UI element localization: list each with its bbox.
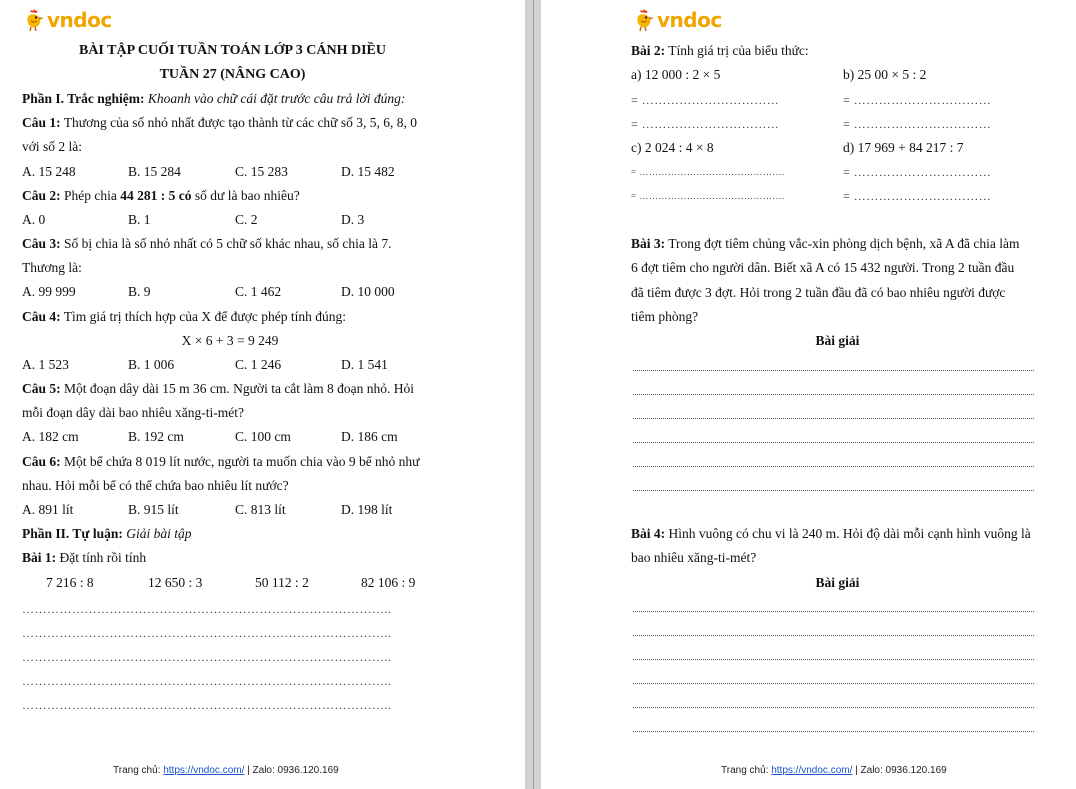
solution-heading: Bài giải [815,333,860,348]
page-footer [721,765,947,776]
option-a[interactable]: A. 0 [22,212,46,227]
page-divider [533,0,534,789]
question-text: Tìm giá trị thích hợp của X để được phép tính đúng: [63,309,346,324]
expression-d: d) 17 969 + 84 217 : 7 [843,140,964,155]
question-4 [22,309,346,325]
rooster-logo-icon [632,8,656,32]
answer-line[interactable]: = …………………………… [631,93,780,107]
question-text: số dư là bao nhiêu? [194,188,300,203]
exercise-label: Bài 2: [631,43,666,58]
footer-prefix: Trang chủ: [721,765,772,776]
answer-line[interactable]: …………………………………………………………………………….. [22,602,392,616]
option-c[interactable]: C. 813 lít [235,502,286,517]
equation: X × 6 + 3 = 9 249 [181,333,279,348]
division-expression: 7 216 : 8 [46,575,94,590]
answer-line[interactable]: …………………………………………………………………………….. [22,626,392,640]
exercise-1 [22,550,146,566]
question-bold: 44 281 : 5 có [120,188,192,203]
question-label: Câu 1: [22,115,61,130]
option-c[interactable]: C. 1 462 [235,284,282,299]
option-a[interactable]: A. 15 248 [22,164,76,179]
expression-b: b) 25 00 × 5 : 2 [843,67,927,82]
vndoc-logo[interactable] [632,8,722,32]
answer-line[interactable] [633,370,1034,371]
answer-line[interactable]: = …………………………… [843,189,992,203]
part2-label: Phần II. Tự luận: [22,526,123,541]
answer-line[interactable]: = ………………………………………. [631,167,785,177]
question-label: Câu 2: [22,188,61,203]
footer-zalo: | Zalo: 0936.120.169 [852,765,947,776]
question-text-cont: mỗi đoạn dây dài bao nhiêu xăng-ti-mét? [22,405,244,420]
answer-line[interactable] [633,683,1034,684]
answer-line[interactable]: = …………………………… [843,117,992,131]
option-d[interactable]: D. 198 lít [341,502,393,517]
rooster-logo-icon [22,8,46,32]
page-right [541,0,1076,789]
option-a[interactable]: A. 182 cm [22,429,79,444]
worksheet-title: BÀI TẬP CUỐI TUẦN TOÁN LỚP 3 CÁNH DIỀU [78,43,387,58]
option-b[interactable]: B. 192 cm [128,429,184,444]
question-text-cont: Thương là: [22,260,82,275]
exercise-label: Bài 1: [22,550,57,565]
exercise-label: Bài 3: [631,236,666,251]
option-b[interactable]: B. 1 006 [128,357,175,372]
division-expression: 50 112 : 2 [255,575,309,590]
logo-text: vndoc [47,8,112,32]
question-2 [22,188,300,204]
answer-line[interactable] [633,635,1034,636]
question-label: Câu 6: [22,454,61,469]
exercise-text: Hình vuông có chu vi là 240 m. Hỏi độ dài mỗi cạnh hình vuông là [668,526,1031,541]
answer-line[interactable] [633,418,1034,419]
question-text-cont: nhau. Hỏi mỗi bể có thể chứa bao nhiêu lít nước? [22,478,289,493]
question-text: Số bị chia là số nhỏ nhất có 5 chữ số khác nhau, số chia là 7. [64,236,392,251]
worksheet-subtitle: TUẦN 27 (NÂNG CAO) [159,67,306,82]
exercise-text-cont: bao nhiêu xăng-ti-mét? [631,550,757,565]
question-3 [22,236,392,252]
question-6 [22,454,420,470]
division-expression: 12 650 : 3 [148,575,203,590]
page-footer [113,765,339,776]
option-d[interactable]: D. 186 cm [341,429,398,444]
exercise-text-cont: đã tiêm được 3 đợt. Hỏi trong 2 tuần đầu đã có bao nhiêu người được [631,285,1006,300]
answer-line[interactable] [633,659,1034,660]
option-b[interactable]: B. 9 [128,284,151,299]
answer-line[interactable]: = …………………………… [843,93,992,107]
answer-line[interactable]: …………………………………………………………………………….. [22,698,392,712]
vndoc-logo[interactable] [22,8,112,32]
exercise-text: Trong đợt tiêm chủng vắc-xin phòng dịch bệnh, xã A đã chia làm [668,236,1020,251]
answer-line[interactable] [633,442,1034,443]
answer-line[interactable]: = ………………………………………. [631,191,785,201]
option-b[interactable]: B. 1 [128,212,151,227]
question-1 [22,115,417,131]
exercise-3 [631,236,1020,252]
part1-heading [22,91,405,107]
answer-line[interactable] [633,466,1034,467]
question-text-cont: với số 2 là: [22,139,83,154]
part1-label: Phần I. Trắc nghiệm: [22,91,145,106]
expression-c: c) 2 024 : 4 × 8 [631,140,714,155]
part1-instruction: Khoanh vào chữ cái đặt trước câu trả lời đúng: [147,91,406,106]
answer-line[interactable] [633,611,1034,612]
question-text: Một bể chứa 8 019 lít nước, người ta muốn chia vào 9 bể nhỏ như [64,454,420,469]
option-a[interactable]: A. 1 523 [22,357,69,372]
option-d[interactable]: D. 10 000 [341,284,395,299]
question-text: Thương của số nhỏ nhất được tạo thành từ các chữ số 3, 5, 6, 8, 0 [63,115,418,130]
answer-line[interactable]: …………………………………………………………………………….. [22,650,392,664]
division-expression: 82 106 : 9 [361,575,416,590]
exercise-label: Bài 4: [631,526,666,541]
option-a[interactable]: A. 891 lít [22,502,74,517]
option-b[interactable]: B. 915 lít [128,502,179,517]
footer-prefix: Trang chủ: [113,765,164,776]
answer-line[interactable] [633,490,1034,491]
answer-line[interactable]: …………………………………………………………………………….. [22,674,392,688]
option-a[interactable]: A. 99 999 [22,284,76,299]
expression-a: a) 12 000 : 2 × 5 [631,67,721,82]
exercise-4 [631,526,1031,542]
option-d[interactable]: D. 1 541 [341,357,388,372]
answer-line[interactable]: = …………………………… [631,117,780,131]
option-c[interactable]: C. 100 cm [235,429,291,444]
exercise-text-cont: 6 đợt tiêm cho người dân. Biết xã A có 15 432 người. Trong 2 tuần đầu [631,260,1015,275]
answer-line[interactable]: = …………………………… [843,165,992,179]
logo-text: vndoc [657,8,722,32]
part2-heading [22,526,192,542]
answer-line[interactable] [633,731,1034,732]
exercise-2 [631,43,809,59]
question-text: Phép chia [64,188,117,203]
option-c[interactable]: C. 15 283 [235,164,288,179]
option-d[interactable]: D. 3 [341,212,365,227]
exercise-text: Đặt tính rồi tính [59,550,147,565]
option-c[interactable]: C. 1 246 [235,357,282,372]
question-label: Câu 3: [22,236,61,251]
solution-heading: Bài giải [815,575,860,590]
question-text: Một đoạn dây dài 15 m 36 cm. Người ta cắt làm 8 đoạn nhỏ. Hỏi [64,381,415,396]
option-b[interactable]: B. 15 284 [128,164,181,179]
answer-line[interactable] [633,707,1034,708]
question-label: Câu 5: [22,381,61,396]
part2-instruction: Giải bài tập [126,526,192,541]
question-5 [22,381,414,397]
exercise-text-cont: tiêm phòng? [631,309,699,324]
option-d[interactable]: D. 15 482 [341,164,395,179]
answer-line[interactable] [633,394,1034,395]
question-label: Câu 4: [22,309,61,324]
option-c[interactable]: C. 2 [235,212,258,227]
footer-zalo: | Zalo: 0936.120.169 [244,765,339,776]
homepage-link[interactable]: https://vndoc.com/ [771,765,853,776]
exercise-text: Tính giá trị của biểu thức: [668,43,809,58]
homepage-link[interactable]: https://vndoc.com/ [163,765,245,776]
page-left [0,0,525,789]
